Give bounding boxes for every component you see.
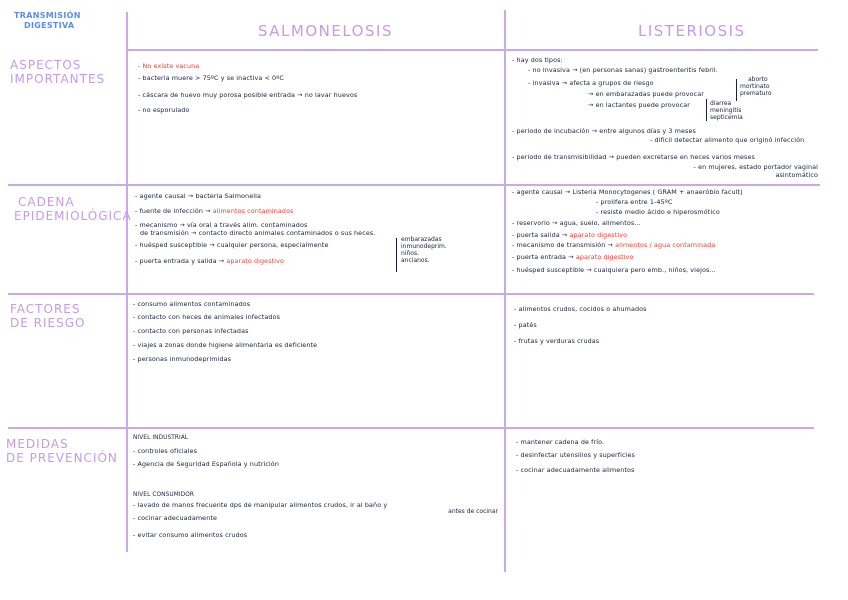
row-header-aspectos (10, 58, 105, 86)
list-cadena-line-6-text: mecanismo de transmisión → (516, 241, 616, 249)
list-aspectos-line-1-text: hay dos tipos: (516, 56, 563, 64)
salm-cadena-line-3a: - mecanismo → vía oral a través alim. contaminados (135, 221, 308, 229)
salm-medidas-heading-consumidor: NIVEL CONSUMIDOR (133, 492, 194, 498)
salm-aspectos-vacuna: - No existe vacuna (138, 62, 200, 70)
list-cadena-line-2: - prolifera entre 1-45ºC (596, 198, 673, 206)
salm-medidas-c3: - evitar consumo alimentos crudos (133, 531, 248, 539)
row-header-factores-line-2: DE RIESGO (10, 316, 86, 330)
list-aspectos-line-4: → en embarazadas puede provocar (588, 90, 705, 98)
salm-aspectos-line-2-text: bacteria muere > 75ºC y se inactiva < 0ºC (142, 74, 284, 82)
list-medidas-2: - desinfectar utensilios y superficies (516, 451, 635, 459)
salm-factores-5: - personas inmunodeprimidas (133, 355, 232, 363)
row-header-medidas (6, 437, 118, 465)
list-outcome-2: mortinato (740, 83, 770, 90)
corner-line-2: DIGESTIVA (24, 21, 75, 30)
salm-cadena-line-5-text: puerta entrada y salida → (139, 257, 227, 265)
row-header-cadena (14, 195, 132, 223)
salm-medidas-i2: - Agencia de Seguridad Española y nutrición (133, 460, 279, 468)
list-aspectos-line-6-text: periodo de incubación → entre algunos días y 3 meses (516, 127, 696, 135)
salm-cadena-line-2-red: alimentos contaminados (212, 207, 294, 215)
salm-factores-3-text: contacto con personas infectadas (137, 327, 249, 335)
salm-medidas-c1-text: lavado de manos frecuente dps de manipular alimentos crudos, ir al baño y (137, 501, 388, 509)
salm-aspectos-line-3-text: cáscara de huevo muy porosa posible entrada → no lavar huevos (142, 91, 358, 99)
list-medidas-3-text: cocinar adecuadamente alimentos (520, 466, 635, 474)
salm-group-1: embarazadas (401, 236, 442, 243)
salm-medidas-c2: - cocinar adecuadamente (133, 514, 217, 522)
list-outcome-1: aborto (748, 76, 768, 83)
list-cadena-line-8: - huésped susceptible → cualquiera pero emb., niños, viejos... (512, 266, 716, 274)
salm-group-4: ancianos. (401, 257, 430, 264)
salm-cadena-line-1: - agente causal → bacteria Salmonella (135, 192, 261, 200)
list-cadena-line-6: - mecanismo de transmisión → alimentos / agua contaminada (512, 241, 716, 249)
salm-group-3: niños. (401, 250, 419, 257)
list-lact-3: septicemia (710, 114, 743, 121)
salm-cadena-line-4: - huésped susceptible → cualquier persona, especialmente (135, 241, 329, 249)
salm-cadena-groups (401, 236, 447, 264)
salm-factores-4-text: viajes a zonas donde higiene alimentaria es deficiente (137, 341, 318, 349)
list-aspectos-line-7: - dificil detectar alimento que originó infección (650, 136, 805, 144)
column-header-listeriosis: LISTERIOSIS (638, 22, 746, 40)
list-aspectos-line-9: - en mujeres, estado portador vaginal asintomático (693, 163, 818, 179)
salm-cadena-line-5-red: aparato digestivo (226, 257, 285, 265)
column-header-salmonelosis: SALMONELOSIS (258, 22, 393, 40)
salm-cadena-line-3b-text: de transmisión → contacto directo animales contaminados o sus heces. (140, 229, 376, 237)
list-aspectos-line-6: - periodo de incubación → entre algunos días y 3 meses (512, 127, 696, 135)
salm-aspectos-line-4: - no esporulado (138, 106, 190, 114)
salm-cadena-line-3b (140, 229, 375, 237)
list-aspectos-line-5: → en lactantes puede provocar (588, 101, 691, 109)
corner-title (14, 11, 81, 31)
list-cadena-line-7-red: aparato digestivo (575, 253, 634, 261)
list-factores-3-text: frutas y verduras crudas (518, 337, 600, 345)
salm-aspectos-line-2: - bacteria muere > 75ºC y se inactiva < 0ºC (138, 74, 284, 82)
salm-factores-4: - viajes a zonas donde higiene alimentaria es deficiente (133, 341, 318, 349)
row-header-factores-line-1: FACTORES (10, 302, 81, 316)
row-header-aspectos-line-1: ASPECTOS (10, 58, 82, 72)
row-header-medidas-line-2: DE PREVENCIÓN (6, 451, 118, 465)
list-cadena-line-8-text: huésped susceptible → cualquiera pero emb., niños, viejos... (516, 266, 716, 274)
corner-line-1: TRANSMISIÓN (14, 11, 81, 20)
list-cadena-line-6-red: alimentos / agua contaminada (615, 241, 716, 249)
salm-factores-1: - consumo alimentos contaminados (133, 300, 251, 308)
list-factores-1: - alimentos crudos, cocidos o ahumados (514, 305, 647, 313)
salm-factores-3: - contacto con personas infectadas (133, 327, 249, 335)
salm-factores-5-text: personas inmunodeprimidas (137, 355, 232, 363)
list-outcome-3: prematuro (740, 90, 772, 97)
list-cadena-line-5-text: puerta salida → (516, 231, 570, 239)
salm-medidas-c2-text: cocinar adecuadamente (137, 514, 217, 522)
list-cadena-line-3: - resiste medio ácido e hiperosmótico (596, 208, 720, 216)
divider-col-1 (126, 12, 128, 552)
list-lact-1: diarrea (710, 100, 732, 107)
row-header-factores (10, 302, 85, 330)
salm-cadena-line-1-text: agente causal → bacteria Salmonella (139, 192, 261, 200)
salm-medidas-heading-industrial: NIVEL INDUSTRIAL (133, 435, 189, 441)
list-aspectos-line-1: - hay dos tipos: (512, 56, 563, 64)
list-cadena-line-7: - puerta entrada → aparato digestivo (512, 253, 634, 261)
salm-factores-2-text: contacto con heces de animales infectados (137, 313, 281, 321)
salm-group-2: inmunodeprim. (401, 243, 447, 250)
list-cadena-line-1: - agente causal → Listeria Monocytogenes ( GRAM + anaeróbio facult) (512, 188, 743, 196)
list-factores-3: - frutas y verduras crudas (514, 337, 600, 345)
list-aspectos-bracket-2 (706, 99, 709, 121)
salm-aspectos-line-4-text: no esporulado (142, 106, 190, 114)
salm-cadena-line-3a-text: mecanismo → vía oral a través alim. contaminados (139, 221, 308, 229)
divider-row-3 (8, 427, 814, 429)
list-medidas-1-text: mantener cadena de frío. (520, 438, 605, 446)
salm-medidas-i1: - controles oficiales (133, 447, 198, 455)
divider-row-2 (8, 293, 814, 295)
list-aspectos-line-8-text: periodo de transmisibilidad → pueden excretarse en heces varios meses (516, 153, 755, 161)
list-cadena-line-1-text: agente causal → Listeria Monocytogenes ( GRAM + anaeróbio facult) (516, 188, 743, 196)
list-aspectos-lactantes (710, 100, 743, 121)
salm-aspectos-line-3: - cáscara de huevo muy porosa posible entrada → no lavar huevos (138, 91, 358, 99)
salm-aspectos-vacuna-text: No existe vacuna (142, 62, 200, 70)
row-header-medidas-line-1: MEDIDAS (6, 437, 69, 451)
list-aspectos-line-8: - periodo de transmisibilidad → pueden excretarse en heces varios meses (512, 153, 755, 161)
list-factores-2: - patés (514, 321, 537, 329)
list-medidas-2-text: desinfectar utensilios y superficies (520, 451, 635, 459)
salm-cadena-line-5: - puerta entrada y salida → aparato digestivo (135, 257, 285, 265)
list-cadena-line-5-red: aparato digestivo (569, 231, 628, 239)
salm-cadena-line-4-text: huésped susceptible → cualquier persona, especialmente (139, 241, 329, 249)
list-cadena-line-4: - reservorio → agua, suelo, alimentos... (512, 219, 641, 227)
row-header-cadena-line-2: EPIDEMIOLÓGICA (14, 209, 132, 223)
row-header-aspectos-line-2: IMPORTANTES (10, 72, 106, 86)
list-medidas-3: - cocinar adecuadamente alimentos (516, 466, 635, 474)
salm-medidas-c1: - lavado de manos frecuente dps de manipular alimentos crudos, ir al baño y (133, 501, 388, 509)
salm-cadena-line-2: - fuente de infección → alimentos contaminados (135, 207, 294, 215)
list-aspectos-outcomes (740, 76, 772, 97)
salm-cadena-bracket (396, 238, 399, 272)
salm-factores-2: - contacto con heces de animales infectados (133, 313, 281, 321)
list-aspectos-bracket-1 (736, 79, 739, 101)
list-lact-2: meningitis (710, 107, 742, 114)
salm-medidas-i2-text: Agencia de Seguridad Española y nutrición (137, 460, 279, 468)
list-aspectos-line-3: - invasiva → afecta a grupos de riesgo (528, 79, 654, 87)
salm-medidas-i1-text: controles oficiales (137, 447, 198, 455)
list-cadena-line-5: - puerta salida → aparato digestivo (512, 231, 628, 239)
list-cadena-line-4-text: reservorio → agua, suelo, alimentos... (516, 219, 641, 227)
divider-row-1 (8, 184, 820, 186)
salm-factores-1-text: consumo alimentos contaminados (137, 300, 251, 308)
divider-header (126, 49, 818, 51)
divider-col-2 (504, 10, 506, 572)
salm-cadena-line-2-text: fuente de infección → (139, 207, 213, 215)
list-factores-1-text: alimentos crudos, cocidos o ahumados (518, 305, 647, 313)
salm-medidas-c1b: antes de cocinar (448, 508, 498, 515)
list-aspectos-line-2: - no invasiva → (en personas sanas) gastroenteritis febril. (528, 66, 718, 74)
row-header-cadena-line-1: CADENA (18, 195, 75, 209)
list-cadena-line-7-text: puerta entrada → (516, 253, 576, 261)
list-medidas-1: - mantener cadena de frío. (516, 438, 605, 446)
list-factores-2-text: patés (518, 321, 537, 329)
salm-medidas-c3-text: evitar consumo alimentos crudos (137, 531, 248, 539)
